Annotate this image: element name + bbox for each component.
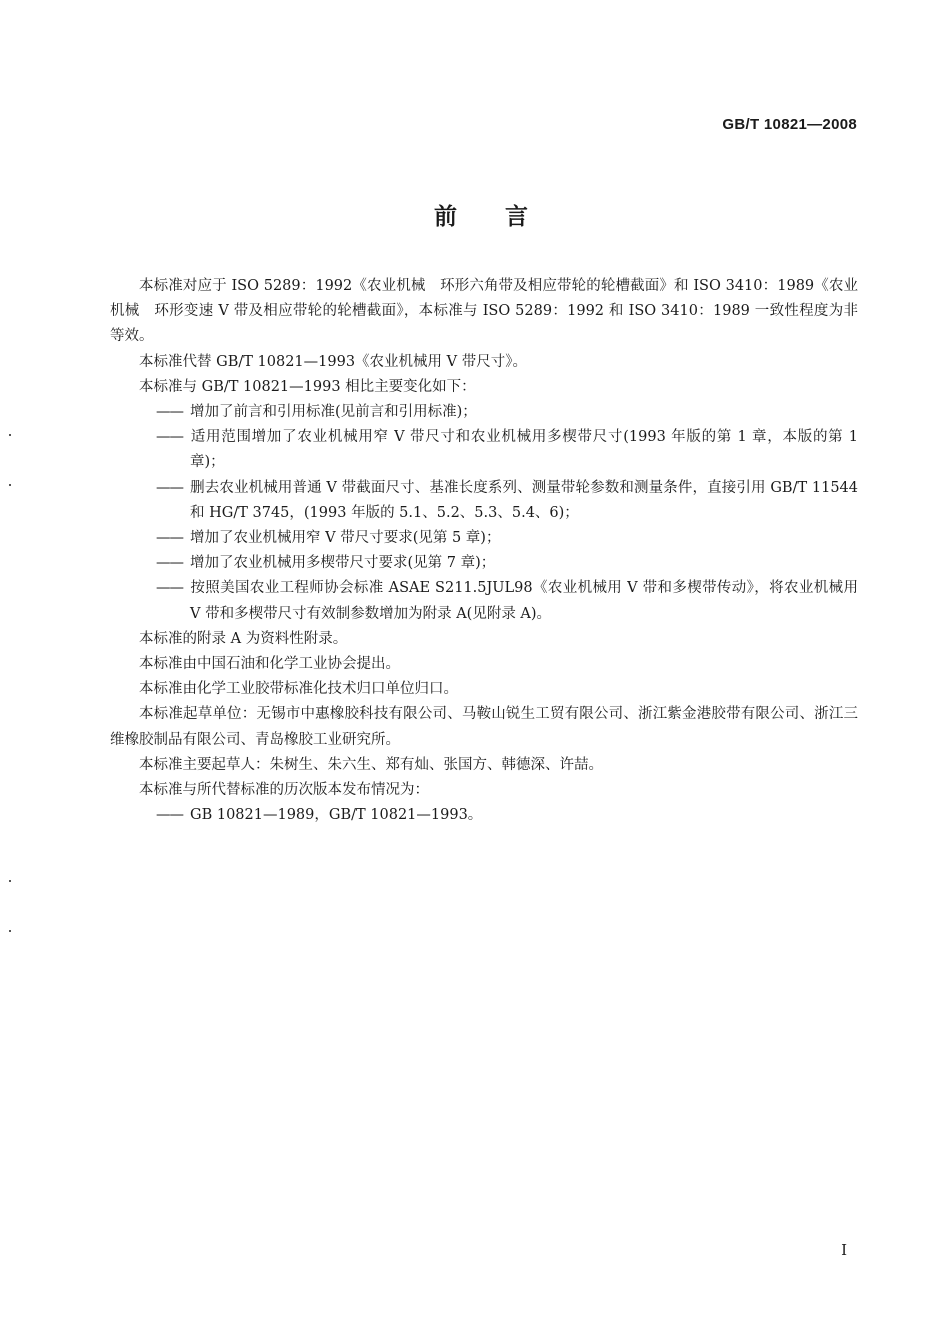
document-body xyxy=(110,274,858,828)
list-item-text: GB 10821—1989，GB/T 10821—1993。 xyxy=(190,807,483,824)
list-dash: —— xyxy=(156,807,183,824)
list-item-text: 按照美国农业工程师协会标准 ASAE S211.5JUL98《农业机械用 V 带和多楔带传动》，将农业机械用 V 带和多楔带尺寸有效制参数增加为附录 A(见附录 A)。 xyxy=(190,580,858,622)
paragraph: 本标准由化学工业胶带标准化技术归口单位归口。 xyxy=(139,681,458,698)
paragraph: 本标准主要起草人：朱树生、朱六生、郑有灿、张国方、韩德深、许喆。 xyxy=(139,756,603,773)
list-dash: —— xyxy=(156,530,183,547)
paragraph: 本标准对应于 ISO 5289：1992《农业机械 环形六角带及相应带轮的轮槽截面》和 ISO 3410：1989《农业机械 环形变速 V 带及相应带轮的轮槽截面》，本标准与 ISO 5289：1992 和 ISO 3410：1989 一致性程度为非等效。 xyxy=(110,278,858,345)
list-item xyxy=(110,476,858,526)
list-item xyxy=(110,526,858,551)
paragraph: 本标准由中国石油和化学工业协会提出。 xyxy=(139,656,400,673)
list-item-text: 增加了前言和引用标准(见前言和引用标准)； xyxy=(190,404,477,421)
scan-speck xyxy=(9,930,11,932)
paragraph: 本标准与 GB/T 10821—1993 相比主要变化如下： xyxy=(139,378,476,395)
list-item xyxy=(110,425,858,475)
list-item-text: 适用范围增加了农业机械用窄 V 带尺寸和农业机械用多楔带尺寸(1993 年版的第 1 章，本版的第 1 章)； xyxy=(190,429,858,471)
page-title: 前言 xyxy=(434,204,576,230)
scan-speck xyxy=(9,880,11,882)
list-item-text: 删去农业机械用普通 V 带截面尺寸、基准长度系列、测量带轮参数和测量条件，直接引用 GB/T 11544 和 HG/T 3745，(1993 年版的 5.1、5.2、5.3、5.4、6)； xyxy=(190,479,858,521)
list-item-text: 增加了农业机械用多楔带尺寸要求(见第 7 章)； xyxy=(190,555,496,572)
standard-number: GB/T 10821—2008 xyxy=(722,116,857,133)
list-dash: —— xyxy=(156,404,183,421)
list-dash: —— xyxy=(156,479,183,496)
paragraph: 本标准的附录 A 为资料性附录。 xyxy=(139,630,348,647)
list-dash: —— xyxy=(156,580,183,597)
list-item xyxy=(110,803,858,828)
page-number: I xyxy=(841,1241,847,1259)
scan-speck xyxy=(9,434,11,436)
list-item xyxy=(110,576,858,626)
list-dash: —— xyxy=(156,429,183,446)
list-dash: —— xyxy=(156,555,183,572)
paragraph: 本标准代替 GB/T 10821—1993《农业机械用 V 带尺寸》。 xyxy=(139,353,527,370)
list-item xyxy=(110,400,858,425)
scan-speck xyxy=(9,484,11,486)
paragraph: 本标准与所代替标准的历次版本发布情况为： xyxy=(139,782,429,799)
paragraph: 本标准起草单位：无锡市中惠橡胶科技有限公司、马鞍山锐生工贸有限公司、浙江紫金港胶带有限公司、浙江三维橡胶制品有限公司、青岛橡胶工业研究所。 xyxy=(110,706,858,748)
list-item-text: 增加了农业机械用窄 V 带尺寸要求(见第 5 章)； xyxy=(190,530,501,547)
list-item xyxy=(110,551,858,576)
